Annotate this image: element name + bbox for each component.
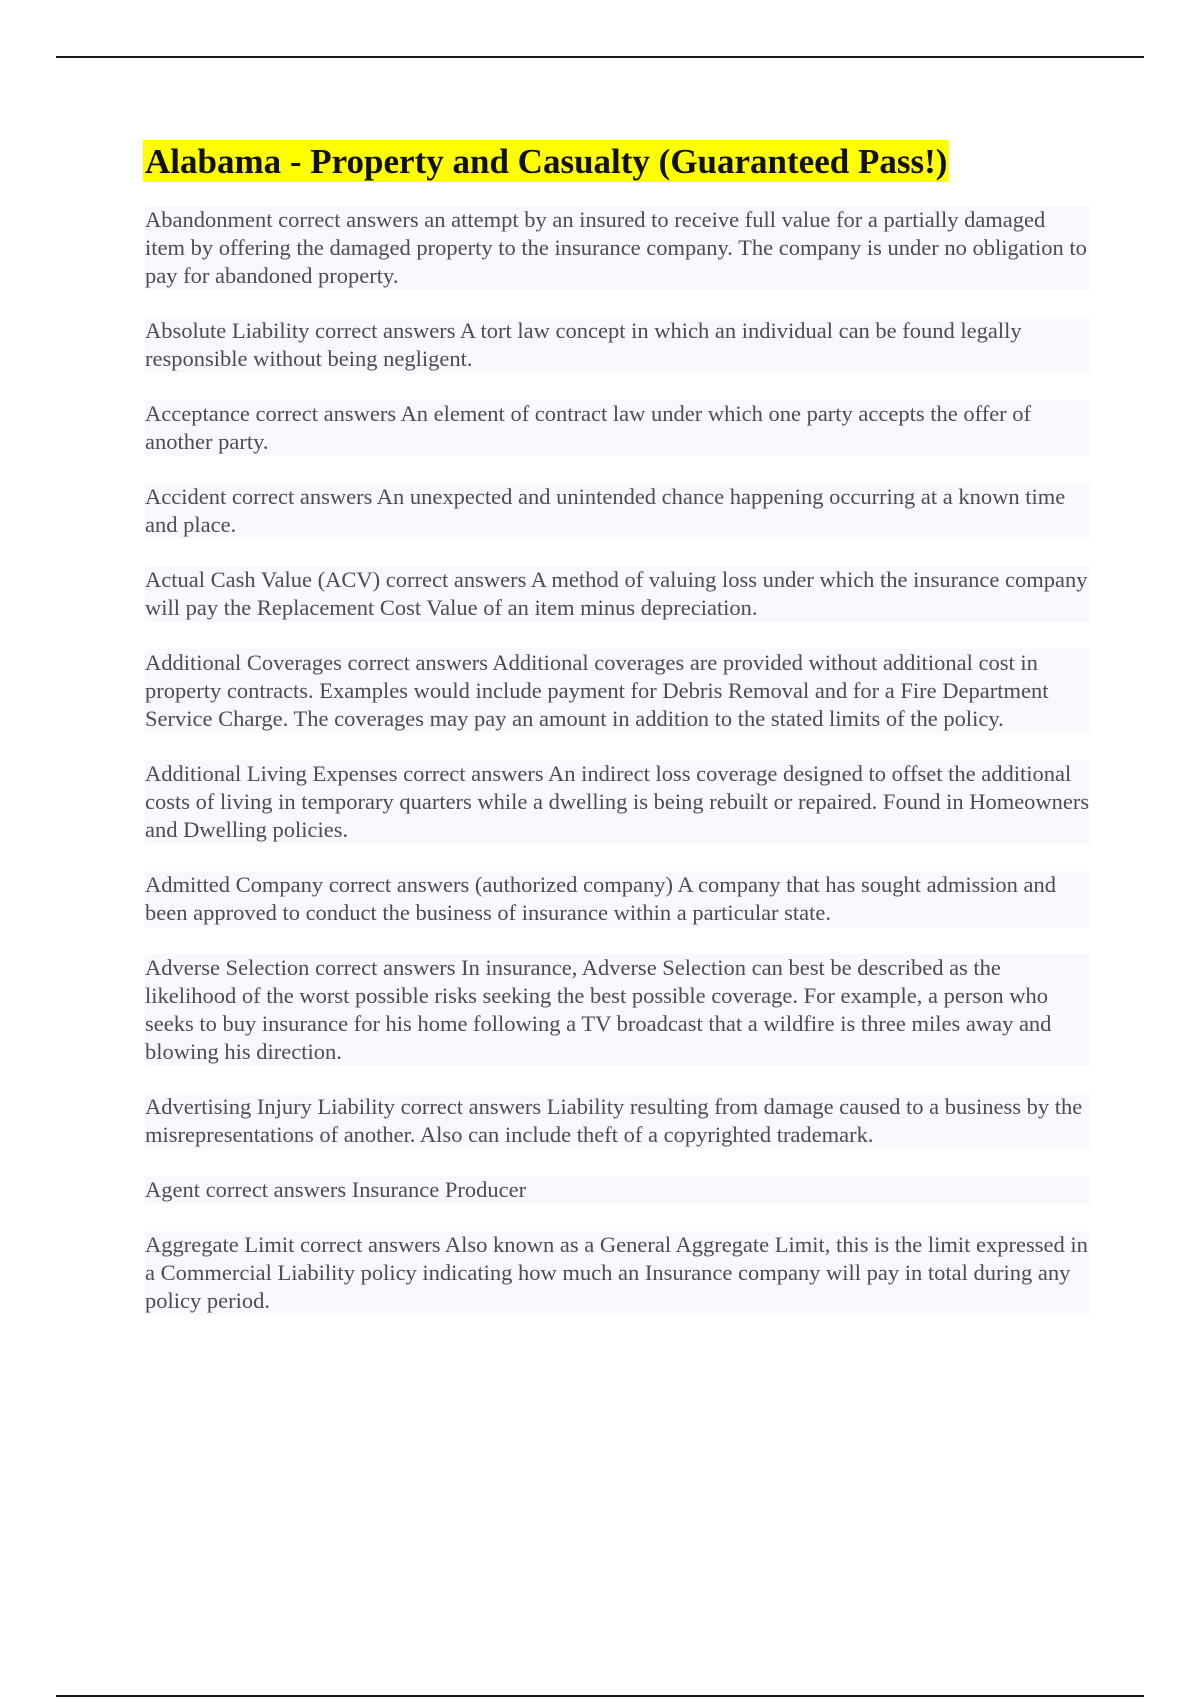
- entry-adverse-selection: Adverse Selection correct answers In insurance, Adverse Selection can best be described as the likelihood of the worst possible risks seeking the best possible coverage. For example, a person who seeks to buy insurance for his home following a TV broadcast that a wildfire is three miles away and blowing his direction.: [145, 954, 1090, 1066]
- entry-actual-cash-value: Actual Cash Value (ACV) correct answers A method of valuing loss under which the insurance company will pay the Replacement Cost Value of an item minus depreciation.: [145, 566, 1090, 622]
- top-rule: [56, 56, 1144, 58]
- entry-absolute-liability: Absolute Liability correct answers A tort law concept in which an individual can be found legally responsible without being negligent.: [145, 317, 1090, 373]
- entry-admitted-company: Admitted Company correct answers (authorized company) A company that has sought admission and been approved to conduct the business of insurance within a particular state.: [145, 871, 1090, 927]
- entry-accident: Accident correct answers An unexpected and unintended chance happening occurring at a known time and place.: [145, 483, 1090, 539]
- entry-abandonment: Abandonment correct answers an attempt by an insured to receive full value for a partially damaged item by offering the damaged property to the insurance company. The company is under no obligation to pay for abandoned property.: [145, 206, 1090, 290]
- entry-acceptance: Acceptance correct answers An element of contract law under which one party accepts the offer of another party.: [145, 400, 1090, 456]
- bottom-rule: [56, 1695, 1144, 1697]
- entries-list: [145, 206, 1090, 1315]
- entry-additional-living-expenses: Additional Living Expenses correct answers An indirect loss coverage designed to offset the additional costs of living in temporary quarters while a dwelling is being rebuilt or repaired. Found in Homeowners and Dwelling policies.: [145, 761, 1090, 842]
- entry-agent: Agent correct answers Insurance Producer: [145, 1176, 1090, 1204]
- entry-aggregate-limit: Aggregate Limit correct answers Also known as a General Aggregate Limit, this is the limit expressed in a Commercial Liability policy indicating how much an Insurance company will pay in total during any policy period.: [145, 1231, 1090, 1315]
- document-title: Alabama - Property and Casualty (Guaranteed Pass!): [145, 142, 948, 181]
- entry-advertising-injury-liability: Advertising Injury Liability correct answers Liability resulting from damage caused to a business by the misrepresentations of another. Also can include theft of a copyrighted trademark.: [145, 1093, 1090, 1149]
- document-page: [145, 140, 1090, 1342]
- entry-additional-coverages: Additional Coverages correct answers Additional coverages are provided without additional cost in property contracts. Examples would include payment for Debris Removal and for a Fire Department Service Charge. The coverages may pay an amount in addition to the stated limits of the policy.: [145, 649, 1090, 733]
